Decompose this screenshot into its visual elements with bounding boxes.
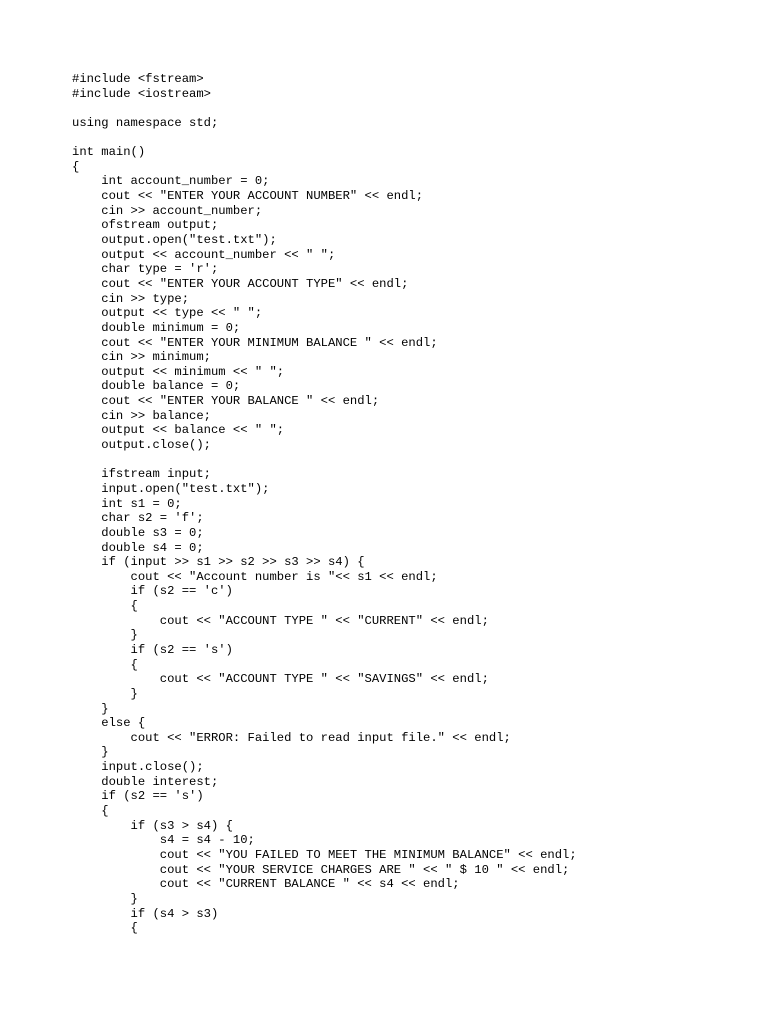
- code-line: }: [72, 628, 138, 643]
- code-line: cout << "YOUR SERVICE CHARGES ARE " << " $ 10 " << endl;: [72, 862, 570, 877]
- code-line: if (input >> s1 >> s2 >> s3 >> s4) {: [72, 555, 365, 570]
- code-line: cout << "ENTER YOUR ACCOUNT TYPE" << endl;: [72, 276, 409, 291]
- code-line: output << balance << " ";: [72, 423, 285, 438]
- code-line: cin >> balance;: [72, 408, 211, 423]
- code-line: cin >> account_number;: [72, 203, 263, 218]
- code-line: char s2 = 'f';: [72, 511, 204, 526]
- code-line: if (s3 > s4) {: [72, 818, 233, 833]
- code-line: int s1 = 0;: [72, 496, 182, 511]
- code-line: cout << "ERROR: Failed to read input file." << endl;: [72, 730, 511, 745]
- code-line: cout << "ENTER YOUR BALANCE " << endl;: [72, 394, 380, 409]
- code-line: if (s4 > s3): [72, 906, 219, 921]
- code-line: cout << "YOU FAILED TO MEET THE MINIMUM BALANCE" << endl;: [72, 847, 577, 862]
- code-line: output.close();: [72, 438, 211, 453]
- code-line: output << type << " ";: [72, 306, 263, 321]
- code-line: }: [72, 745, 109, 760]
- code-line: cin >> type;: [72, 291, 190, 306]
- code-line: if (s2 == 's'): [72, 642, 233, 657]
- code-line: #include <iostream>: [72, 86, 211, 101]
- code-line: {: [72, 159, 80, 174]
- code-line: int account_number = 0;: [72, 174, 270, 189]
- code-line: cout << "ENTER YOUR ACCOUNT NUMBER" << endl;: [72, 189, 424, 204]
- code-line: {: [72, 921, 138, 936]
- code-line: #include <fstream>: [72, 72, 204, 86]
- code-line: output.open("test.txt");: [72, 233, 277, 248]
- code-line: input.close();: [72, 760, 204, 775]
- code-line: }: [72, 701, 109, 716]
- code-line: cout << "Account number is "<< s1 << endl;: [72, 569, 438, 584]
- code-line: ifstream input;: [72, 467, 211, 482]
- code-line: double s3 = 0;: [72, 525, 204, 540]
- code-line: if (s2 == 'c'): [72, 584, 233, 599]
- code-line: {: [72, 657, 138, 672]
- code-line: cout << "ENTER YOUR MINIMUM BALANCE " << endl;: [72, 335, 438, 350]
- code-line: input.open("test.txt");: [72, 481, 270, 496]
- code-line: double minimum = 0;: [72, 320, 241, 335]
- code-block: [72, 72, 577, 936]
- code-line: cout << "CURRENT BALANCE " << s4 << endl;: [72, 877, 460, 892]
- code-line: }: [72, 686, 138, 701]
- code-line: cout << "ACCOUNT TYPE " << "SAVINGS" << endl;: [72, 672, 489, 687]
- code-line: double interest;: [72, 774, 219, 789]
- code-line: else {: [72, 716, 146, 731]
- code-line: s4 = s4 - 10;: [72, 833, 255, 848]
- code-line: output << minimum << " ";: [72, 364, 285, 379]
- code-line: output << account_number << " ";: [72, 247, 336, 262]
- code-line: {: [72, 599, 138, 614]
- code-line: [72, 101, 577, 116]
- code-line: }: [72, 891, 138, 906]
- code-line: cin >> minimum;: [72, 350, 211, 365]
- code-line: double balance = 0;: [72, 379, 241, 394]
- code-line: cout << "ACCOUNT TYPE " << "CURRENT" << endl;: [72, 613, 489, 628]
- code-line: double s4 = 0;: [72, 540, 204, 555]
- code-line: [72, 453, 577, 468]
- code-line: using namespace std;: [72, 115, 219, 130]
- code-line: char type = 'r';: [72, 262, 219, 277]
- code-line: {: [72, 804, 109, 819]
- code-line: if (s2 == 's'): [72, 789, 204, 804]
- code-line: int main(): [72, 145, 146, 160]
- code-line: ofstream output;: [72, 218, 219, 233]
- code-line: [72, 131, 577, 146]
